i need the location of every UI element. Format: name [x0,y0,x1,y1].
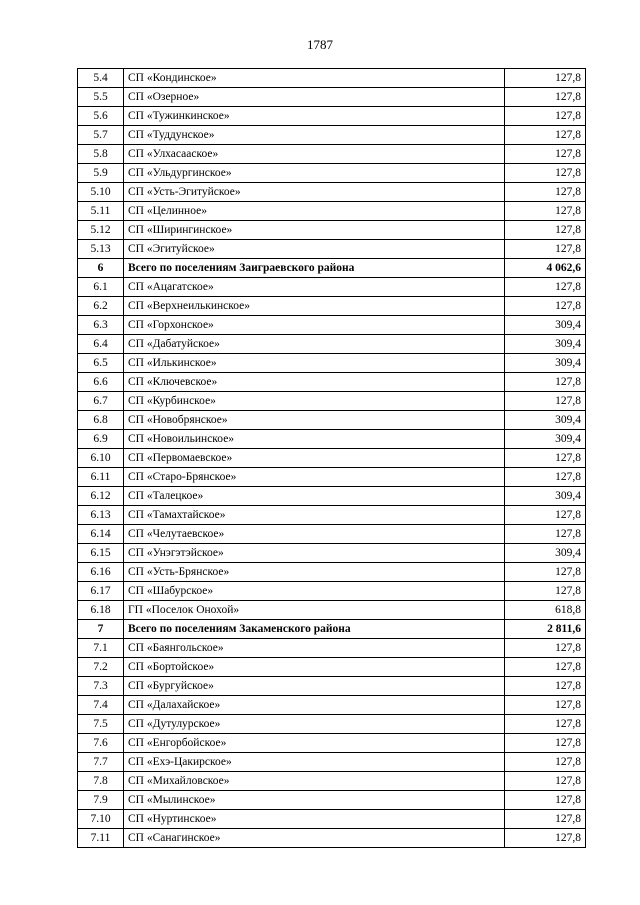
table-row [78,715,586,734]
settlement-name-cell: СП «Шабурское» [124,582,505,601]
amount-cell: 127,8 [505,221,586,240]
row-number-cell: 5.12 [78,221,124,240]
settlement-name-cell: СП «Усть-Брянское» [124,563,505,582]
row-number-cell: 6.4 [78,335,124,354]
amount-cell: 127,8 [505,582,586,601]
row-number-cell: 7 [78,620,124,639]
amount-cell: 127,8 [505,791,586,810]
settlement-name-cell: СП «Санагинское» [124,829,505,848]
amount-cell: 127,8 [505,278,586,297]
table-row [78,487,586,506]
page-number: 1787 [307,37,333,52]
amount-cell: 127,8 [505,392,586,411]
table-row [78,658,586,677]
row-number-cell: 5.9 [78,164,124,183]
amount-cell: 127,8 [505,240,586,259]
amount-cell: 127,8 [505,677,586,696]
settlement-name-cell: СП «Старо-Брянское» [124,468,505,487]
settlement-name-cell: СП «Баянгольское» [124,639,505,658]
settlement-name-cell: СП «Енгорбойское» [124,734,505,753]
settlement-name-cell: СП «Дутулурское» [124,715,505,734]
table-row [78,69,586,88]
table-row [78,297,586,316]
table-row [78,753,586,772]
settlement-name-cell: СП «Мылинское» [124,791,505,810]
amount-cell: 127,8 [505,810,586,829]
settlement-name-cell: СП «Ацагатское» [124,278,505,297]
row-number-cell: 6.10 [78,449,124,468]
table-row [78,278,586,297]
amount-cell: 127,8 [505,183,586,202]
row-number-cell: 7.8 [78,772,124,791]
settlement-name-cell: СП «Унэгэтэйское» [124,544,505,563]
settlement-name-cell: СП «Тамахтайское» [124,506,505,525]
settlement-name-cell: СП «Верхнеилькинское» [124,297,505,316]
settlement-name-cell: СП «Тужинкинское» [124,107,505,126]
amount-cell: 127,8 [505,563,586,582]
row-number-cell: 6.9 [78,430,124,449]
table-row [78,582,586,601]
table-row [78,791,586,810]
settlement-name-cell: СП «Усть-Эгитуйское» [124,183,505,202]
amount-cell: 4 062,6 [505,259,586,278]
row-number-cell: 6.6 [78,373,124,392]
table-row [78,335,586,354]
amount-cell: 127,8 [505,639,586,658]
table-row [78,392,586,411]
settlement-name-cell: СП «Талецкое» [124,487,505,506]
settlement-name-cell: СП «Первомаевское» [124,449,505,468]
row-number-cell: 5.11 [78,202,124,221]
amount-cell: 127,8 [505,696,586,715]
settlement-name-cell: ГП «Поселок Онохой» [124,601,505,620]
amount-cell: 127,8 [505,297,586,316]
row-number-cell: 6 [78,259,124,278]
table-body [78,69,586,848]
settlement-name-cell: СП «Илькинское» [124,354,505,373]
table-row [78,829,586,848]
table-total-row [78,620,586,639]
settlement-name-cell: СП «Курбинское» [124,392,505,411]
settlement-name-cell: СП «Далахайское» [124,696,505,715]
amount-cell: 127,8 [505,658,586,677]
row-number-cell: 6.2 [78,297,124,316]
table-row [78,468,586,487]
row-number-cell: 7.1 [78,639,124,658]
amount-cell: 309,4 [505,316,586,335]
amount-cell: 127,8 [505,202,586,221]
amount-cell: 127,8 [505,734,586,753]
row-number-cell: 6.14 [78,525,124,544]
table-row [78,430,586,449]
settlement-name-cell: СП «Бортойское» [124,658,505,677]
table-row [78,734,586,753]
row-number-cell: 6.17 [78,582,124,601]
amount-cell: 309,4 [505,544,586,563]
amount-cell: 2 811,6 [505,620,586,639]
amount-cell: 309,4 [505,487,586,506]
row-number-cell: 6.12 [78,487,124,506]
settlement-name-cell: СП «Ульдургинское» [124,164,505,183]
row-number-cell: 5.10 [78,183,124,202]
table-row [78,772,586,791]
table-row [78,810,586,829]
settlement-name-cell: СП «Ехэ-Цакирское» [124,753,505,772]
settlement-name-cell: СП «Кондинское» [124,69,505,88]
settlement-name-cell: СП «Челутаевское» [124,525,505,544]
table-row [78,601,586,620]
row-number-cell: 7.10 [78,810,124,829]
table-row [78,164,586,183]
settlement-name-cell: СП «Улхасаaское» [124,145,505,164]
amount-cell: 127,8 [505,69,586,88]
settlement-name-cell: СП «Горхонское» [124,316,505,335]
table-row [78,107,586,126]
table-row [78,449,586,468]
row-number-cell: 6.1 [78,278,124,297]
table-row [78,88,586,107]
row-number-cell: 5.6 [78,107,124,126]
amount-cell: 309,4 [505,354,586,373]
table-row [78,411,586,430]
settlement-name-cell: СП «Целинное» [124,202,505,221]
amount-cell: 127,8 [505,126,586,145]
amount-cell: 127,8 [505,506,586,525]
amount-cell: 127,8 [505,715,586,734]
table-row [78,525,586,544]
row-number-cell: 7.3 [78,677,124,696]
row-number-cell: 5.4 [78,69,124,88]
row-number-cell: 6.13 [78,506,124,525]
amount-cell: 127,8 [505,164,586,183]
table-row [78,354,586,373]
row-number-cell: 6.11 [78,468,124,487]
table-row [78,316,586,335]
amount-cell: 618,8 [505,601,586,620]
row-number-cell: 5.13 [78,240,124,259]
row-number-cell: 5.7 [78,126,124,145]
settlement-name-cell: СП «Ключевское» [124,373,505,392]
settlement-name-cell: СП «Новобрянское» [124,411,505,430]
amount-cell: 127,8 [505,449,586,468]
table-row [78,677,586,696]
amount-cell: 127,8 [505,107,586,126]
row-number-cell: 6.18 [78,601,124,620]
settlement-name-cell: СП «Нуртинское» [124,810,505,829]
amount-cell: 309,4 [505,430,586,449]
row-number-cell: 5.5 [78,88,124,107]
table-row [78,373,586,392]
settlement-name-cell: СП «Эгитуйское» [124,240,505,259]
amount-cell: 127,8 [505,88,586,107]
settlement-name-cell: Всего по поселениям Заиграевского района [124,259,505,278]
settlement-name-cell: СП «Михайловское» [124,772,505,791]
amount-cell: 127,8 [505,829,586,848]
row-number-cell: 6.3 [78,316,124,335]
amount-cell: 309,4 [505,411,586,430]
amount-cell: 127,8 [505,468,586,487]
row-number-cell: 7.5 [78,715,124,734]
table-row [78,506,586,525]
table-row [78,696,586,715]
table-row [78,221,586,240]
settlement-name-cell: СП «Озерное» [124,88,505,107]
row-number-cell: 6.8 [78,411,124,430]
settlement-name-cell: СП «Дабатуйское» [124,335,505,354]
table-row [78,639,586,658]
table-row [78,240,586,259]
row-number-cell: 5.8 [78,145,124,164]
settlement-name-cell: Всего по поселениям Закаменского района [124,620,505,639]
amount-cell: 127,8 [505,753,586,772]
row-number-cell: 7.11 [78,829,124,848]
table-row [78,183,586,202]
table-row [78,544,586,563]
settlement-name-cell: СП «Ширингинское» [124,221,505,240]
table-row [78,145,586,164]
table-row [78,563,586,582]
row-number-cell: 6.5 [78,354,124,373]
amount-cell: 127,8 [505,772,586,791]
row-number-cell: 7.6 [78,734,124,753]
row-number-cell: 7.2 [78,658,124,677]
settlement-name-cell: СП «Бургуйское» [124,677,505,696]
row-number-cell: 7.9 [78,791,124,810]
table-total-row [78,259,586,278]
settlements-budget-table [77,68,586,848]
row-number-cell: 6.16 [78,563,124,582]
table-row [78,202,586,221]
amount-cell: 127,8 [505,525,586,544]
settlement-name-cell: СП «Туддунское» [124,126,505,145]
amount-cell: 127,8 [505,145,586,164]
row-number-cell: 7.4 [78,696,124,715]
amount-cell: 309,4 [505,335,586,354]
row-number-cell: 6.7 [78,392,124,411]
row-number-cell: 6.15 [78,544,124,563]
table-row [78,126,586,145]
settlement-name-cell: СП «Новоильинское» [124,430,505,449]
amount-cell: 127,8 [505,373,586,392]
row-number-cell: 7.7 [78,753,124,772]
